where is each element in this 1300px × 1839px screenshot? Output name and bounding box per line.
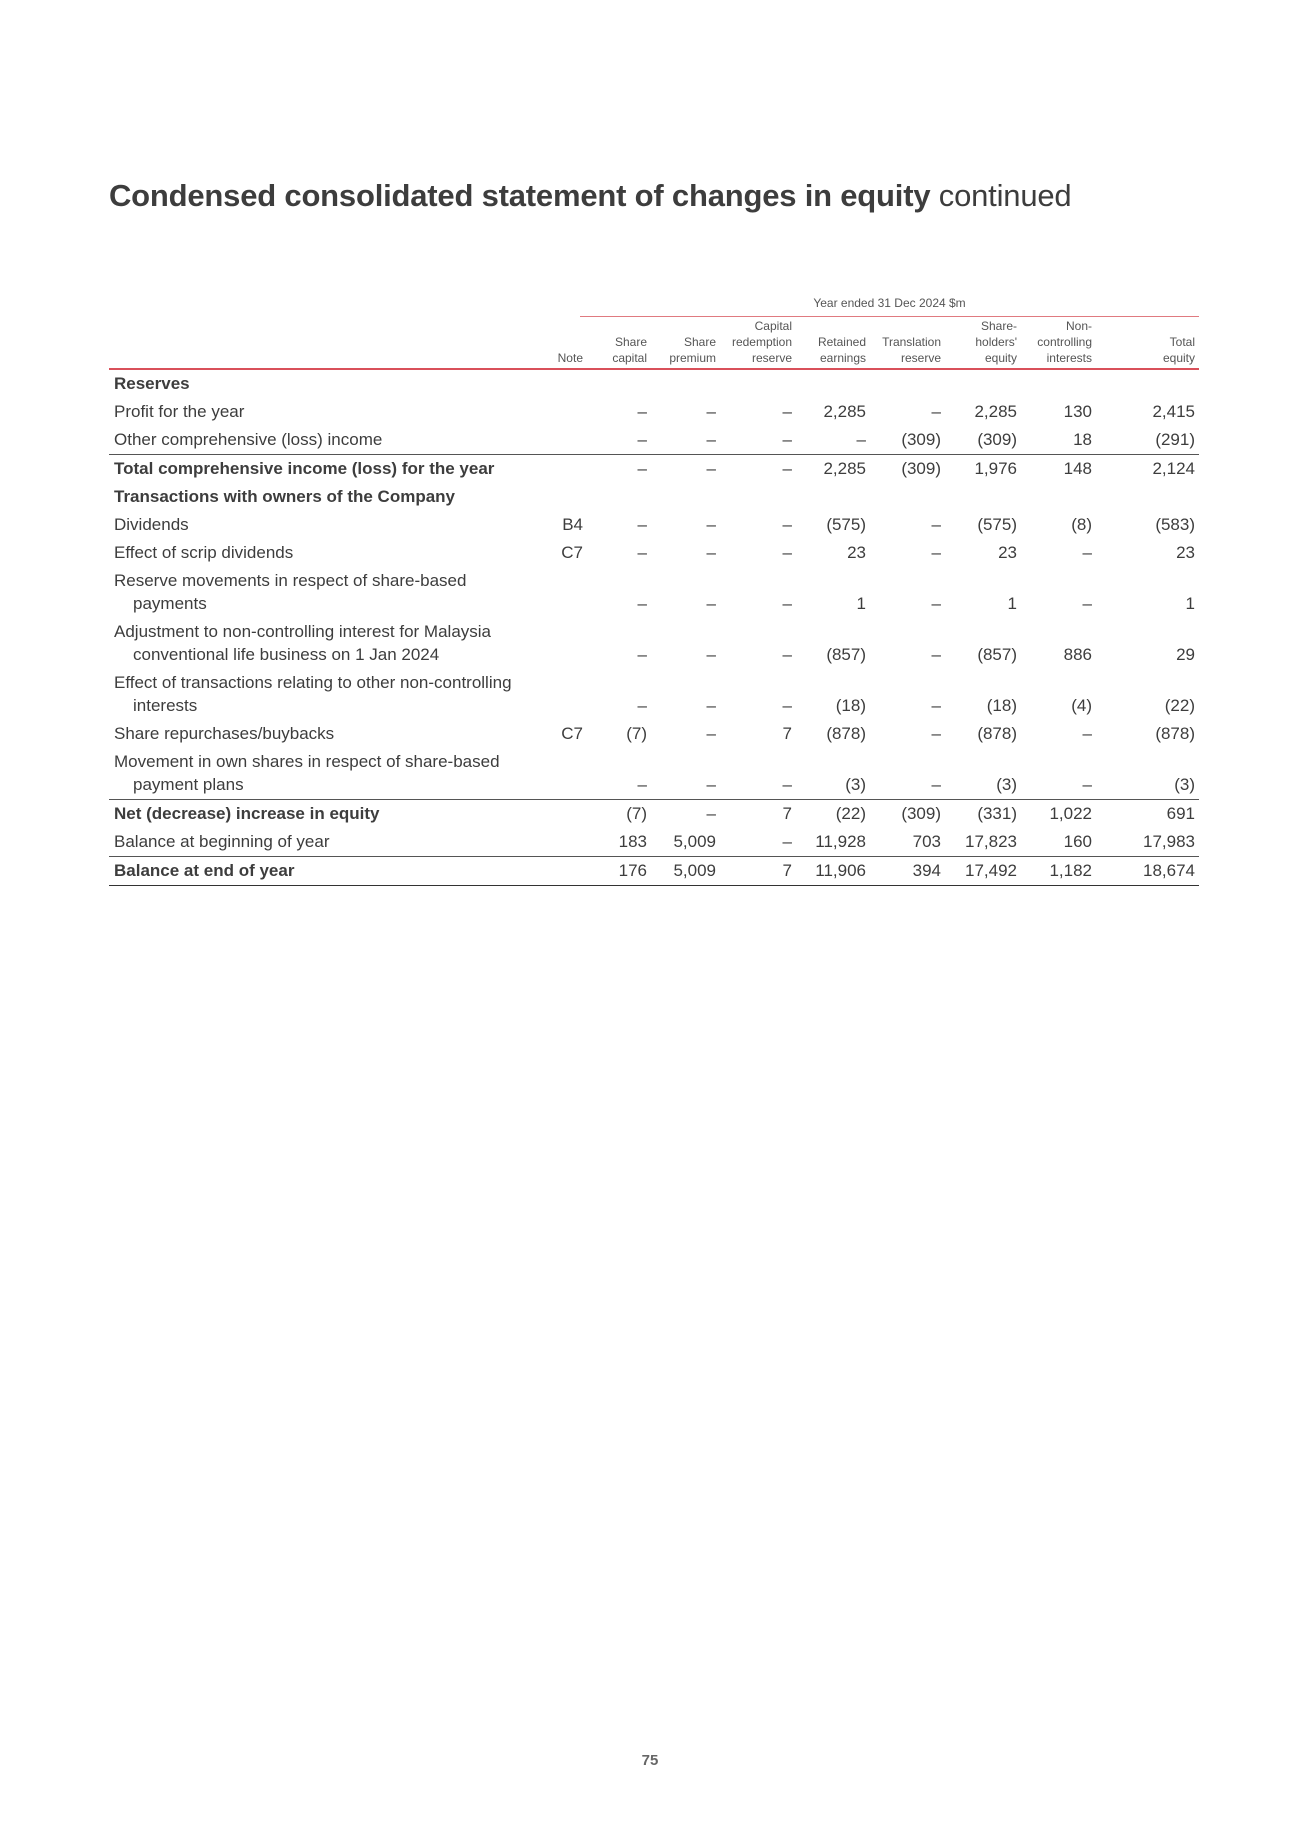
row-label: Net (decrease) increase in equity xyxy=(114,804,380,823)
table-row-oci xyxy=(109,426,1199,454)
cell-total-equity: 2,124 xyxy=(1152,459,1195,478)
row-label: Movement in own shares in respect of share-based payment plans xyxy=(114,752,500,794)
cell-shareholders-equity: (331) xyxy=(977,804,1017,823)
cell-retained-earnings: (22) xyxy=(835,804,866,823)
cell-non-controlling: 148 xyxy=(1063,459,1092,478)
cell-total-equity: (583) xyxy=(1155,515,1195,534)
cell-share-capital: – xyxy=(637,543,647,562)
cell-shareholders-equity: (18) xyxy=(986,696,1017,715)
cell-total-equity: 17,983 xyxy=(1143,832,1195,851)
row-label: Reserve movements in respect of share-based payments xyxy=(114,571,467,613)
cell-translation-reserve: 703 xyxy=(912,832,941,851)
cell-non-controlling: 18 xyxy=(1073,430,1092,449)
cell-share-premium: – xyxy=(706,594,716,613)
cell-share-capital: – xyxy=(637,594,647,613)
cell-total-equity: 691 xyxy=(1166,804,1195,823)
cell-share-premium: 5,009 xyxy=(673,832,716,851)
cell-shareholders-equity: 17,823 xyxy=(965,832,1017,851)
col-header-non-controlling: Non- controlling interests xyxy=(1037,319,1092,365)
cell-capital-redemption: – xyxy=(782,543,792,562)
cell-non-controlling: 1,022 xyxy=(1049,804,1092,823)
cell-translation-reserve: – xyxy=(931,775,941,794)
cell-retained-earnings: 1 xyxy=(856,594,866,613)
cell-share-premium: – xyxy=(706,430,716,449)
col-header-share-capital: Share capital xyxy=(612,335,647,365)
cell-total-equity: (3) xyxy=(1174,775,1195,794)
cell-non-controlling: (8) xyxy=(1071,515,1092,534)
cell-retained-earnings: (575) xyxy=(826,515,866,534)
cell-share-premium: – xyxy=(706,696,716,715)
cell-translation-reserve: – xyxy=(931,645,941,664)
cell-total-equity: 1 xyxy=(1185,594,1195,613)
cell-share-premium: – xyxy=(706,402,716,421)
cell-capital-redemption: – xyxy=(782,430,792,449)
cell-note: C7 xyxy=(561,543,583,562)
table-row-balance-beginning xyxy=(109,828,1199,856)
cell-capital-redemption: 7 xyxy=(782,804,792,823)
table-row-share-repurchases xyxy=(109,720,1199,748)
cell-share-premium: – xyxy=(706,804,716,823)
table-row-reserves xyxy=(109,370,1199,398)
cell-retained-earnings: 23 xyxy=(847,543,866,562)
row-label: Adjustment to non-controlling interest for Malaysia conventional life business on 1 Jan 2024 xyxy=(114,622,492,664)
cell-share-capital: – xyxy=(637,402,647,421)
table-row-scrip-dividends xyxy=(109,539,1199,567)
cell-non-controlling: (4) xyxy=(1071,696,1092,715)
cell-non-controlling: – xyxy=(1082,543,1092,562)
cell-total-equity: (291) xyxy=(1155,430,1195,449)
cell-shareholders-equity: (575) xyxy=(977,515,1017,534)
cell-shareholders-equity: 23 xyxy=(998,543,1017,562)
cell-translation-reserve: – xyxy=(931,515,941,534)
cell-capital-redemption: 7 xyxy=(782,861,792,880)
row-label: Balance at beginning of year xyxy=(114,832,330,851)
cell-share-premium: – xyxy=(706,515,716,534)
cell-translation-reserve: (309) xyxy=(901,459,941,478)
cell-capital-redemption: – xyxy=(782,775,792,794)
row-label: Dividends xyxy=(114,515,189,534)
cell-retained-earnings: (857) xyxy=(826,645,866,664)
cell-translation-reserve: – xyxy=(931,594,941,613)
cell-shareholders-equity: 2,285 xyxy=(974,402,1017,421)
cell-capital-redemption: – xyxy=(782,402,792,421)
row-label: Profit for the year xyxy=(114,402,245,421)
col-header-retained-earnings: Retained earnings xyxy=(817,335,866,365)
cell-total-equity: 23 xyxy=(1176,543,1195,562)
cell-total-equity: 18,674 xyxy=(1143,861,1195,880)
table-row-net-change xyxy=(109,799,1199,828)
cell-share-capital: – xyxy=(637,430,647,449)
page-number: 75 xyxy=(641,1752,659,1769)
cell-capital-redemption: – xyxy=(782,645,792,664)
row-label: Share repurchases/buybacks xyxy=(114,724,335,743)
table-row-reserve-movements xyxy=(109,567,1199,618)
cell-capital-redemption: – xyxy=(782,459,792,478)
cell-translation-reserve: (309) xyxy=(901,430,941,449)
period-header: Year ended 31 Dec 2024 $m xyxy=(580,296,1199,317)
cell-translation-reserve: – xyxy=(931,402,941,421)
cell-share-premium: 5,009 xyxy=(673,861,716,880)
cell-non-controlling: – xyxy=(1082,724,1092,743)
cell-shareholders-equity: 1,976 xyxy=(974,459,1017,478)
table-row-dividends xyxy=(109,511,1199,539)
cell-retained-earnings: – xyxy=(856,430,866,449)
cell-share-capital: – xyxy=(637,515,647,534)
cell-retained-earnings: 2,285 xyxy=(823,459,866,478)
cell-retained-earnings: 11,928 xyxy=(815,832,866,851)
cell-shareholders-equity: (857) xyxy=(977,645,1017,664)
cell-share-capital: – xyxy=(637,775,647,794)
table-row-malaysia-adjustment xyxy=(109,618,1199,669)
cell-translation-reserve: (309) xyxy=(901,804,941,823)
cell-non-controlling: 130 xyxy=(1063,402,1092,421)
cell-share-premium: – xyxy=(706,775,716,794)
cell-total-equity: 29 xyxy=(1176,645,1195,664)
column-headers xyxy=(109,318,1199,370)
cell-note: C7 xyxy=(561,724,583,743)
row-label: Transactions with owners of the Company xyxy=(114,487,455,506)
cell-non-controlling: – xyxy=(1082,775,1092,794)
col-header-share-premium: Share premium xyxy=(669,335,716,365)
table-body xyxy=(109,370,1199,886)
cell-shareholders-equity: (309) xyxy=(977,430,1017,449)
cell-capital-redemption: – xyxy=(782,832,792,851)
cell-translation-reserve: – xyxy=(931,724,941,743)
cell-share-capital: (7) xyxy=(626,804,647,823)
page-title-suffix: continued xyxy=(938,178,1072,213)
cell-non-controlling: 160 xyxy=(1063,832,1092,851)
cell-share-capital: – xyxy=(637,459,647,478)
cell-share-capital: – xyxy=(637,645,647,664)
cell-share-premium: – xyxy=(706,543,716,562)
cell-share-capital: – xyxy=(637,696,647,715)
cell-non-controlling: 1,182 xyxy=(1049,861,1092,880)
cell-note: B4 xyxy=(562,515,583,534)
cell-shareholders-equity: (3) xyxy=(996,775,1017,794)
row-label: Balance at end of year xyxy=(114,861,295,880)
col-header-shareholders-equity: Share- holders' equity xyxy=(975,319,1017,365)
row-label: Effect of transactions relating to other non-controlling interests xyxy=(114,673,512,715)
cell-shareholders-equity: 17,492 xyxy=(965,861,1017,880)
row-label: Effect of scrip dividends xyxy=(114,543,294,562)
cell-non-controlling: 886 xyxy=(1063,645,1092,664)
cell-retained-earnings: (878) xyxy=(826,724,866,743)
cell-shareholders-equity: (878) xyxy=(977,724,1017,743)
page-title-main: Condensed consolidated statement of changes in equity xyxy=(109,178,931,213)
col-header-note: Note xyxy=(557,351,583,365)
col-header-capital-redemption: Capital redemption reserve xyxy=(731,319,792,365)
row-label: Total comprehensive income (loss) for the year xyxy=(114,459,495,478)
cell-share-premium: – xyxy=(706,645,716,664)
cell-share-premium: – xyxy=(706,459,716,478)
cell-translation-reserve: – xyxy=(931,543,941,562)
table-row-own-shares xyxy=(109,748,1199,799)
page-title xyxy=(109,178,1071,214)
cell-capital-redemption: 7 xyxy=(782,724,792,743)
table-row-transactions-owners xyxy=(109,483,1199,511)
cell-share-capital: 183 xyxy=(618,832,647,851)
col-header-total-equity: Total equity xyxy=(1162,335,1195,365)
table-row-balance-end xyxy=(109,856,1199,886)
cell-capital-redemption: – xyxy=(782,515,792,534)
cell-share-capital: 176 xyxy=(618,861,647,880)
cell-retained-earnings: 11,906 xyxy=(815,861,866,880)
cell-total-equity: 2,415 xyxy=(1152,402,1195,421)
col-header-translation-reserve: Translation reserve xyxy=(882,335,941,365)
cell-capital-redemption: – xyxy=(782,696,792,715)
table-row-other-nci xyxy=(109,669,1199,720)
cell-share-premium: – xyxy=(706,724,716,743)
cell-capital-redemption: – xyxy=(782,594,792,613)
cell-shareholders-equity: 1 xyxy=(1007,594,1017,613)
cell-retained-earnings: (18) xyxy=(835,696,866,715)
row-label: Reserves xyxy=(114,374,190,393)
cell-retained-earnings: 2,285 xyxy=(823,402,866,421)
table-row-total-comprehensive xyxy=(109,454,1199,483)
row-label: Other comprehensive (loss) income xyxy=(114,430,383,449)
cell-total-equity: (878) xyxy=(1155,724,1195,743)
cell-share-capital: (7) xyxy=(626,724,647,743)
table-row-profit xyxy=(109,398,1199,426)
cell-translation-reserve: – xyxy=(931,696,941,715)
cell-non-controlling: – xyxy=(1082,594,1092,613)
cell-total-equity: (22) xyxy=(1164,696,1195,715)
cell-retained-earnings: (3) xyxy=(845,775,866,794)
cell-translation-reserve: 394 xyxy=(912,861,941,880)
